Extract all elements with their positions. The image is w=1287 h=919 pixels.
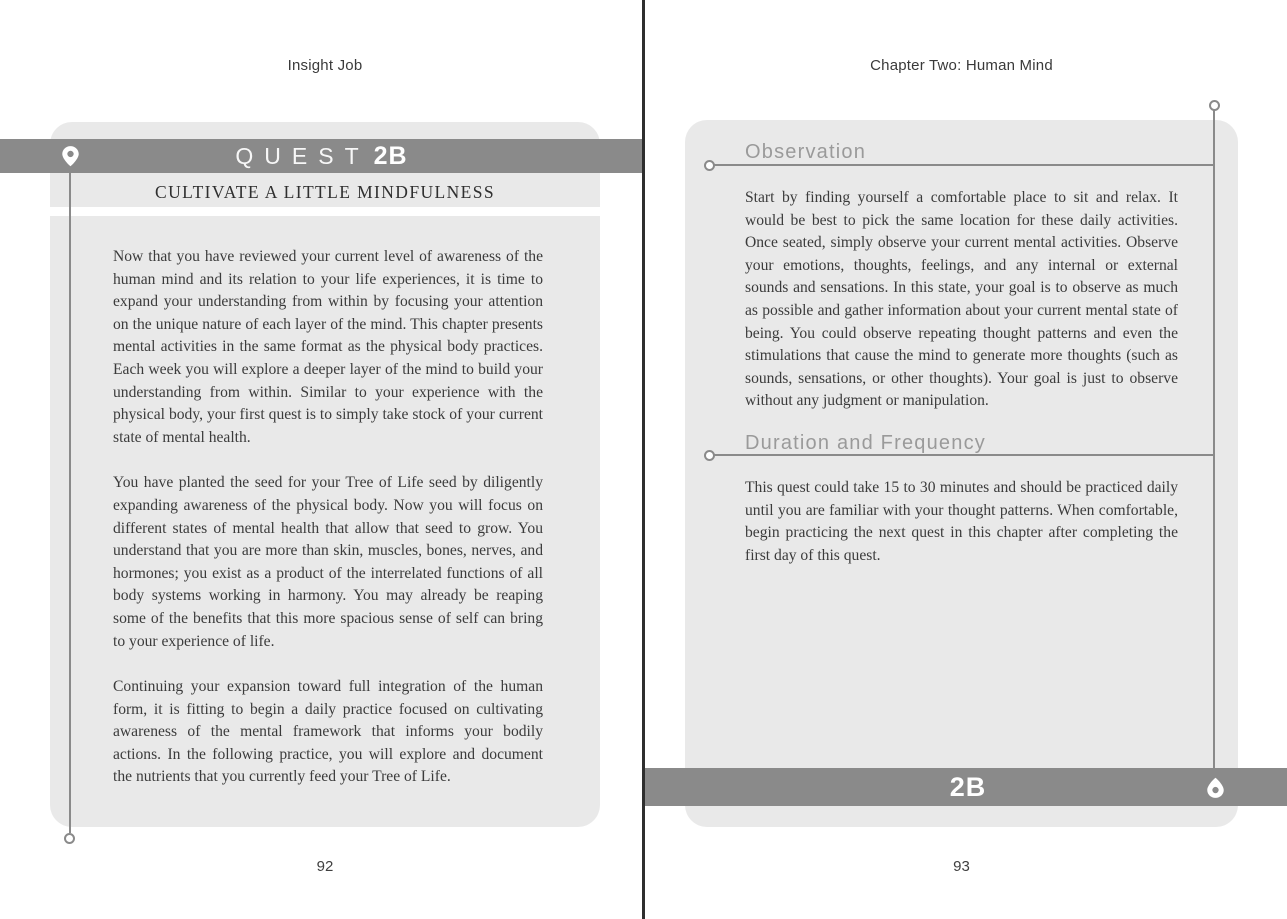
target-pin-icon (1206, 777, 1225, 799)
left-connector-line (69, 173, 71, 833)
section-heading-duration: Duration and Frequency (745, 432, 986, 454)
right-footer-banner (645, 768, 1287, 806)
observation-body: Start by finding yourself a comfortable place to sit and relax. It would be best to pick the same location for these daily activities. Once seated, simply observe your current mental activities. Observe your emotions, thoughts, feelings, and any internal or external sounds and sensations. In this state, your goal is to observe as much as possible and gather information about your current mental state of being. You could observe repeating thought patterns and even the stimulations that cause the mind to generate more thoughts (such as sounds, sensations, or other thoughts). Your goal is just to observe without any judgment or manipulation. (745, 189, 1178, 410)
footer-banner-code: 2B (949, 771, 987, 802)
observation-rule-line (713, 164, 1214, 166)
left-page-number: 92 (316, 858, 334, 875)
quest-banner-prefix: QUEST (235, 142, 370, 169)
map-pin-icon (61, 145, 80, 167)
left-quest-subtitle: CULTIVATE A LITTLE MINDFULNESS (155, 182, 495, 202)
right-page-number: 93 (953, 858, 970, 875)
duration-rule-line (713, 454, 1214, 456)
duration-body: This quest could take 15 to 30 minutes and should be practiced daily until you are familiar with your thought patterns. When comfortable, begin practicing the next quest in this chapter after completing the first day of this quest. (745, 479, 1178, 564)
left-running-header: Insight Job (287, 57, 363, 74)
body-paragraph: Continuing your expansion toward full integration of the human form, it is fitting to begin a daily practice focused on cultivating awareness of the mental framework that informs your bodily actions. In the following practice, you will explore and document the nutrients that you currently feed your Tree of Life. (113, 678, 543, 786)
quest-banner-code: 2B (373, 141, 408, 170)
body-paragraph: You have planted the seed for your Tree of Life seed by diligently expanding awareness of the physical body. Now you will focus on different states of mental health that allow that seed to grow. You understand that you are more than skin, muscles, bones, nerves, and hormones; you exist as a product of the interrelated functions of all body systems working in harmony. You may already be reaping some of the benefits that this more spacious sense of self can bring to your experience of life. (113, 474, 543, 650)
left-connector-end-node (64, 833, 75, 844)
body-paragraph: Now that you have reviewed your current level of awareness of the human mind and its relation to your life experiences, it is time to expand your understanding from within by focusing your attention on the unique nature of each layer of the mind. This chapter presents mental activities in the same format as the physical body practices. Each week you will explore a deeper layer of the mind to build your understanding from within. Similar to your experience with the physical body, your first quest is to simply take stock of your current state of mental health. (113, 248, 543, 446)
left-quest-banner (0, 139, 643, 173)
section-heading-observation: Observation (745, 141, 867, 163)
right-running-header: Chapter Two: Human Mind (870, 57, 1053, 74)
right-connector-line (1213, 109, 1215, 768)
left-body-card (50, 216, 600, 827)
